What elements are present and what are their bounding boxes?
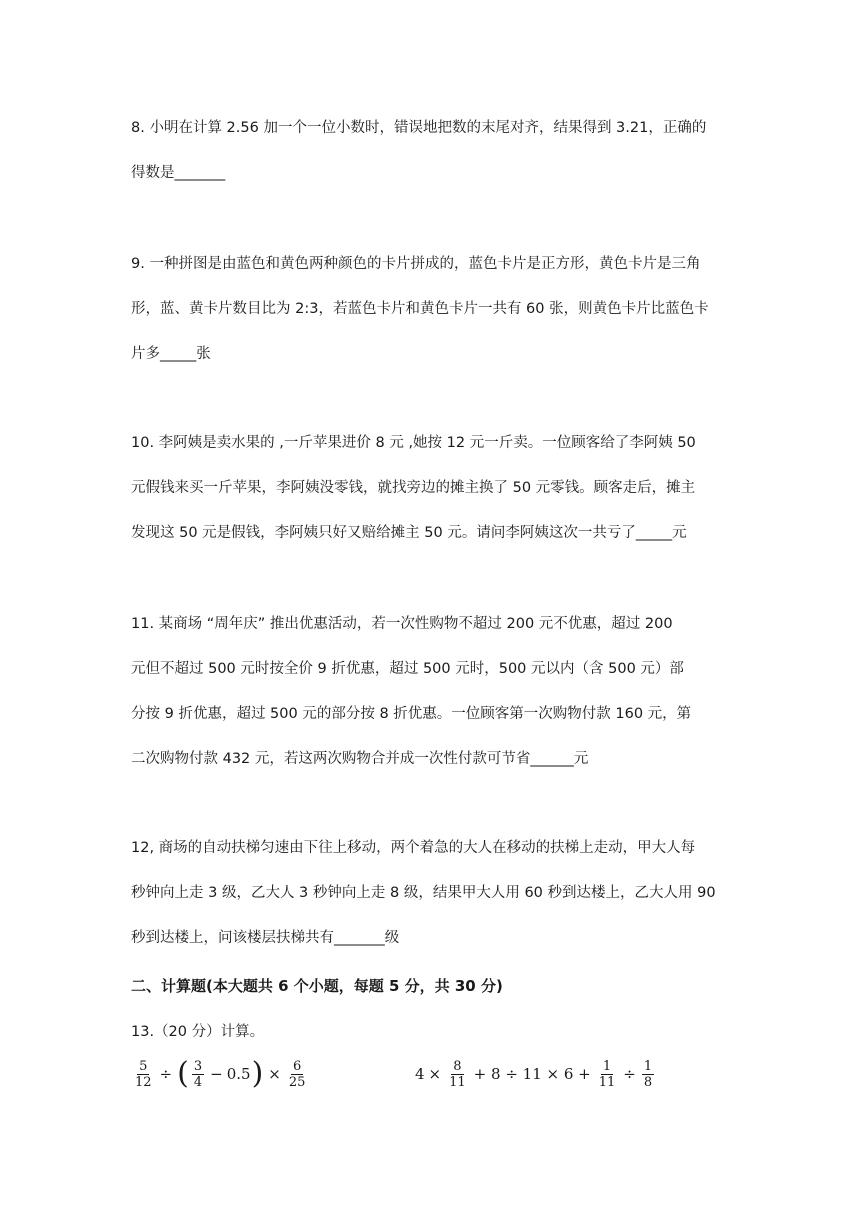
integer-value: 4	[415, 1065, 425, 1083]
question-10	[131, 433, 731, 568]
question-line: 片多_____张	[131, 346, 211, 362]
question-line: 8. 小明在计算 2.56 加一个一位小数时，错误地把数的末尾对齐，结果得到 3.21，正确的	[131, 120, 707, 136]
section-title: 二、计算题(本大题共 6 个小题，每题 5 分，共 30 分)	[131, 977, 503, 995]
question-line: 元但不超过 500 元时按全价 9 折优惠，超过 500 元时，500 元以内（含 500 元）部	[131, 661, 684, 677]
left-paren: (	[177, 1056, 189, 1091]
fraction	[287, 1059, 308, 1090]
denominator: 11	[598, 1074, 616, 1090]
question-line: 秒钟向上走 3 级，乙大人 3 秒钟向上走 8 级，结果甲大人用 60 秒到达楼上，乙大人用 90	[131, 885, 716, 901]
denominator: 12	[135, 1074, 152, 1090]
question-11	[131, 614, 731, 794]
times-sign: ×	[268, 1065, 281, 1083]
fraction	[192, 1059, 204, 1090]
expression-1	[131, 1054, 309, 1094]
numerator: 3	[193, 1058, 203, 1074]
right-paren: )	[251, 1056, 264, 1091]
question-line: 分按 9 折优惠，超过 500 元的部分按 8 折优惠。一位顾客第一次购物付款 160 元，第	[131, 706, 692, 722]
fraction	[133, 1059, 154, 1090]
question-12	[131, 838, 731, 973]
minus-sign: −	[210, 1065, 223, 1083]
expression-2	[415, 1054, 656, 1094]
fraction	[447, 1059, 468, 1090]
sub-question-13: 13.（20 分）计算。	[131, 1024, 265, 1040]
fraction	[642, 1059, 654, 1090]
question-line: 10. 李阿姨是卖水果的 ,一斤苹果进价 8 元 ,她按 12 元一斤卖。一位顾客给了李阿姨 50	[131, 435, 696, 451]
denominator: 8	[643, 1074, 653, 1090]
divide-sign: ÷	[159, 1065, 173, 1083]
numerator: 6	[292, 1058, 302, 1074]
divide-sign: ÷	[623, 1065, 636, 1083]
question-line: 12, 商场的自动扶梯匀速由下往上移动，两个着急的大人在移动的扶梯上走动，甲大人每	[131, 840, 696, 856]
question-line: 9. 一种拼图是由蓝色和黄色两种颜色的卡片拼成的，蓝色卡片是正方形，黄色卡片是三角	[131, 256, 701, 272]
question-line: 秒到达楼上，问该楼层扶梯共有_______级	[131, 930, 400, 946]
question-line: 元假钱来买一斤苹果，李阿姨没零钱，就找旁边的摊主换了 50 元零钱。顾客走后，摊主	[131, 480, 696, 496]
numerator: 1	[643, 1058, 653, 1074]
denominator: 4	[193, 1074, 203, 1090]
question-line: 二次购物付款 432 元，若这两次购物合并成一次性付款可节省______元	[131, 751, 589, 767]
expression-middle: + 8 ÷ 11 × 6 +	[473, 1065, 591, 1083]
denominator: 11	[449, 1074, 466, 1090]
denominator: 25	[288, 1074, 306, 1090]
fraction	[597, 1059, 618, 1090]
numerator: 8	[453, 1058, 462, 1074]
decimal-value: 0.5	[226, 1065, 251, 1083]
numerator: 5	[139, 1058, 148, 1074]
question-line: 形，蓝、黄卡片数目比为 2:3，若蓝色卡片和黄色卡片一共有 60 张，则黄色卡片比蓝色卡	[131, 301, 709, 317]
question-line: 发现这 50 元是假钱，李阿姨只好又赔给摊主 50 元。请问李阿姨这次一共亏了_____元	[131, 525, 687, 541]
question-line: 得数是_______	[131, 165, 226, 181]
question-8	[131, 118, 731, 208]
times-sign: ×	[428, 1065, 442, 1083]
question-9	[131, 254, 731, 389]
question-line: 11. 某商场 “周年庆” 推出优惠活动，若一次性购物不超过 200 元不优惠，超过 200	[131, 616, 673, 632]
numerator: 1	[602, 1058, 612, 1074]
